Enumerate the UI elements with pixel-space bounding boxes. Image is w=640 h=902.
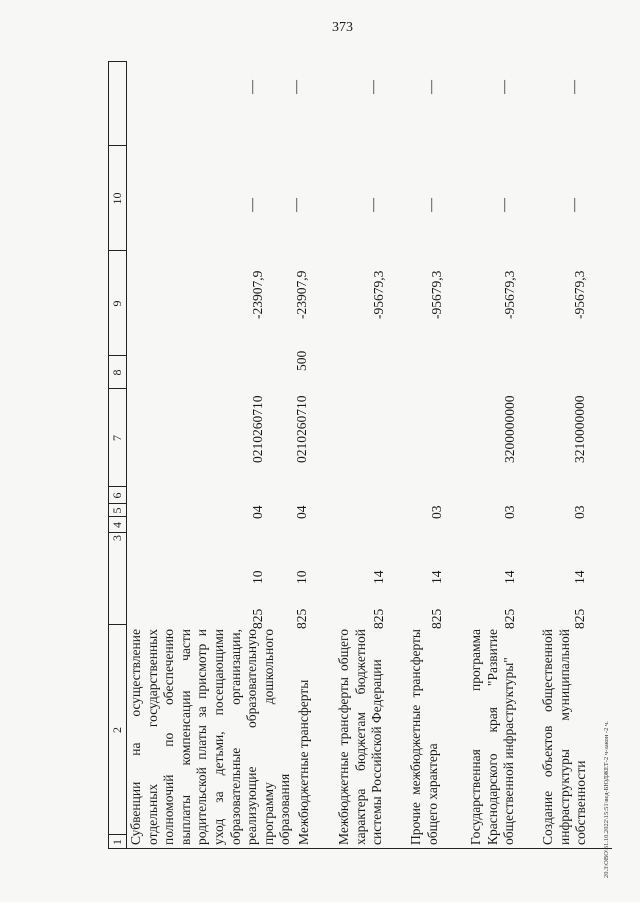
column-header: 4: [109, 522, 124, 528]
column-header: 1: [109, 839, 124, 845]
table-left-border: [108, 848, 612, 849]
column-header: 9: [109, 300, 124, 307]
cell-col4: 14: [572, 570, 587, 584]
row-description: Межбюджетные трансферты: [296, 679, 311, 845]
cell-col9: —: [289, 198, 304, 212]
footer-file-code: 20.3\OBO\31.10.2022\15:51\вед-БЮДЖЕТ-2 ч-закон -2 ч.: [603, 721, 610, 878]
column-header: [108, 61, 126, 146]
row-description: Межбюджетные трансферты общего характера бюджетам бюджетной системы Российской Федерации: [336, 629, 385, 845]
cell-col6: 0210260710: [294, 395, 309, 463]
cell-col3: 825: [371, 608, 386, 629]
cell-col9: —: [424, 198, 439, 212]
cell-col3: 825: [250, 608, 265, 629]
page-number: 373: [332, 20, 353, 35]
column-header: 7: [109, 435, 124, 441]
cell-col6: 0210260710: [250, 395, 265, 463]
cell-col8: -23907,9: [294, 270, 309, 319]
column-header: 2: [109, 727, 124, 733]
cell-col3: 825: [429, 608, 444, 629]
cell-col3: 825: [572, 608, 587, 629]
cell-col9: —: [366, 198, 381, 212]
cell-col3: 825: [502, 608, 517, 629]
cell-col5: 04: [250, 505, 265, 519]
cell-col10: —: [424, 80, 439, 94]
cell-col10: —: [366, 80, 381, 94]
cell-col6: 3200000000: [502, 395, 517, 463]
cell-col8: -95679,3: [502, 270, 517, 319]
cell-col8: -95679,3: [429, 270, 444, 319]
cell-col8: -23907,9: [250, 270, 265, 319]
cell-col8: -95679,3: [371, 270, 386, 319]
column-header: 8: [109, 369, 124, 376]
cell-col5: 03: [429, 505, 444, 519]
cell-col7: 500: [294, 350, 309, 371]
cell-col6: 3210000000: [572, 395, 587, 463]
cell-col4: 10: [250, 570, 265, 584]
cell-col9: —: [497, 198, 512, 212]
cell-col4: 10: [294, 570, 309, 584]
cell-col9: —: [245, 198, 260, 212]
cell-col3: 825: [294, 608, 309, 629]
cell-col10: —: [245, 80, 260, 94]
cell-col8: -95679,3: [572, 270, 587, 319]
cell-col10: —: [497, 80, 512, 94]
cell-col9: —: [567, 198, 582, 212]
cell-col10: —: [289, 80, 304, 94]
row-description: Государственная программа Краснодарского края "Развитие общественной инфраструктуры": [468, 629, 517, 845]
header-bottom-border: [126, 61, 127, 849]
row-description: Субвенции на осуществление отдельных государственных полномочий по обеспечению выплаты компенсации части родительской платы за присмотр и уход за детьми, посещающими образовательные организации, реализующие образовательную программу дошкольного образования: [128, 629, 293, 845]
column-header: 6: [109, 492, 124, 499]
cell-col5: 03: [572, 505, 587, 519]
row-description: Прочие межбюджетные трансферты общего характера: [408, 629, 440, 845]
cell-col4: 14: [502, 570, 517, 584]
cell-col5: 03: [502, 505, 517, 519]
cell-col4: 14: [429, 570, 444, 584]
cell-col10: —: [567, 80, 582, 94]
column-header: 10: [109, 192, 124, 205]
budget-table: [108, 61, 612, 849]
cell-col5: 04: [294, 505, 309, 519]
column-header: 5: [109, 507, 124, 514]
cell-col4: 14: [371, 570, 386, 584]
column-header: 3: [109, 535, 124, 541]
row-description: Создание объектов общественной инфраструктуры муниципальной собственности: [540, 629, 589, 845]
